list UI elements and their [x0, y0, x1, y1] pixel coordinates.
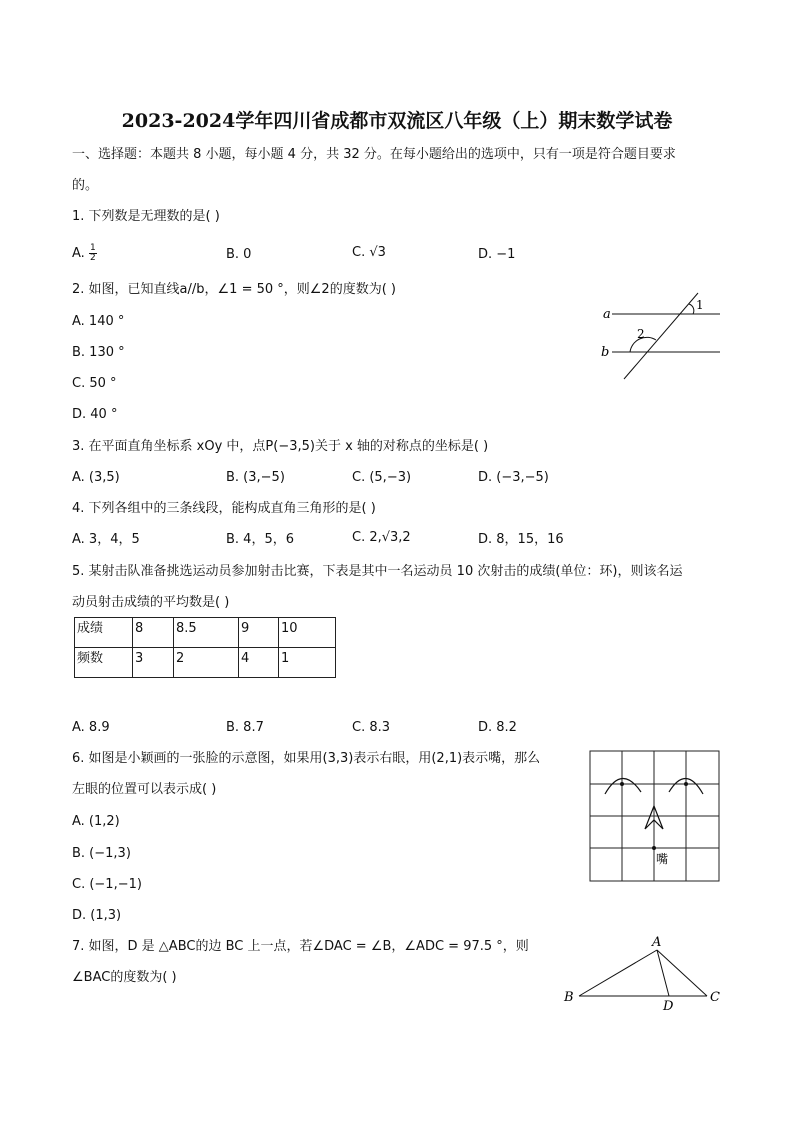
label-C: C: [710, 990, 720, 1005]
fraction-denominator: 2: [89, 253, 96, 263]
transversal-line: [624, 293, 698, 379]
q1-stem: 1. 下列数是无理数的是( ): [72, 209, 220, 224]
q1-option-a: [72, 244, 97, 263]
label-angle-2: 2: [637, 327, 645, 341]
segment-AD: [657, 950, 669, 996]
q6-option-b: B. (−1,3): [72, 846, 131, 861]
label-A: A: [652, 935, 662, 950]
q5-option-d: D. 8.2: [478, 720, 517, 735]
q2-option-d: D. 40 °: [72, 407, 118, 422]
side-AC: [657, 950, 707, 996]
right-eye-dot: [684, 782, 688, 786]
label-a: a: [603, 307, 611, 322]
q4-option-c: C. 2,√3,2: [352, 530, 411, 545]
q6-stem-line1: 6. 如图是小颖画的一张脸的示意图，如果用(3,3)表示右眼，用(2,1)表示嘴，那么: [72, 751, 541, 766]
table-cell: 8: [133, 618, 174, 648]
section-header-line2: 的。: [72, 178, 99, 193]
table-row: [75, 648, 336, 678]
q7-stem-line2: ∠BAC的度数为( ): [72, 970, 177, 985]
fraction-numerator: 1: [89, 243, 96, 253]
angle-1-arc: [689, 304, 694, 314]
q1-option-c: C. √3: [352, 245, 386, 260]
q6-face-grid-figure: [589, 750, 721, 883]
table-cell: 2: [174, 648, 239, 678]
q2-parallel-lines-figure: [596, 290, 726, 382]
table-cell: 成绩: [75, 618, 133, 648]
mouth-dot: [652, 846, 656, 850]
label-B: B: [564, 990, 574, 1005]
q6-option-d: D. (1,3): [72, 908, 122, 923]
table-cell: 8.5: [174, 618, 239, 648]
q3-option-a: A. (3,5): [72, 470, 120, 485]
q4-option-d: D. 8，15，16: [478, 532, 564, 547]
table-cell: 频数: [75, 648, 133, 678]
q3-stem: 3. 在平面直角坐标系 xOy 中，点P(−3,5)关于 x 轴的对称点的坐标是( ): [72, 439, 489, 454]
table-cell: 4: [239, 648, 279, 678]
q6-option-a: A. (1,2): [72, 814, 120, 829]
left-eyebrow: [605, 778, 641, 794]
q7-stem-line1: 7. 如图，D 是 △ABC的边 BC 上一点，若∠DAC = ∠B，∠ADC = 97.5 °，则: [72, 939, 529, 954]
q5-option-b: B. 8.7: [226, 720, 264, 735]
q3-option-c: C. (5,−3): [352, 470, 412, 485]
q1-option-b: B. 0: [226, 247, 252, 262]
q4-stem: 4. 下列各组中的三条线段，能构成直角三角形的是( ): [72, 501, 376, 516]
q6-option-c: C. (−1,−1): [72, 877, 142, 892]
q4-option-b: B. 4，5，6: [226, 532, 294, 547]
q1-option-a-label: A.: [72, 246, 85, 261]
table-cell: 3: [133, 648, 174, 678]
q6-stem-line2: 左眼的位置可以表示成( ): [72, 782, 217, 797]
q7-triangle-figure: [560, 934, 730, 1014]
q2-option-c: C. 50 °: [72, 376, 117, 391]
q1-option-d: D. −1: [478, 247, 516, 262]
q5-stem-line1: 5. 某射击队准备挑选运动员参加射击比赛，下表是其中一名运动员 10 次射击的成绩(单位：环)，则该名运: [72, 564, 683, 579]
section-header-line1: 一、选择题：本题共 8 小题，每小题 4 分，共 32 分。在每小题给出的选项中，只有一项是符合题目要求: [72, 147, 676, 162]
label-D: D: [663, 999, 674, 1014]
q4-option-a: A. 3，4，5: [72, 532, 140, 547]
page-title: 2023-2024学年四川省成都市双流区八年级（上）期末数学试卷: [121, 110, 673, 132]
q2-option-b: B. 130 °: [72, 345, 125, 360]
label-b: b: [601, 345, 610, 360]
q2-option-a: A. 140 °: [72, 314, 125, 329]
table-cell: 9: [239, 618, 279, 648]
table-row: [75, 618, 336, 648]
score-frequency-table: [74, 617, 336, 678]
mouth-label: 嘴: [656, 852, 669, 866]
q5-option-a: A. 8.9: [72, 720, 110, 735]
q5-option-c: C. 8.3: [352, 720, 391, 735]
table-cell: 1: [279, 648, 336, 678]
grid-lines: [590, 751, 719, 881]
side-AB: [579, 950, 657, 996]
q3-option-d: D. (−3,−5): [478, 470, 549, 485]
label-angle-1: 1: [696, 298, 704, 312]
q3-option-b: B. (3,−5): [226, 470, 285, 485]
left-eye-dot: [620, 782, 624, 786]
q5-stem-line2: 动员射击成绩的平均数是( ): [72, 595, 230, 610]
q2-stem: 2. 如图，已知直线a//b，∠1 = 50 °，则∠2的度数为( ): [72, 282, 396, 297]
q1-option-a-fraction: [89, 244, 97, 263]
table-cell: 10: [279, 618, 336, 648]
